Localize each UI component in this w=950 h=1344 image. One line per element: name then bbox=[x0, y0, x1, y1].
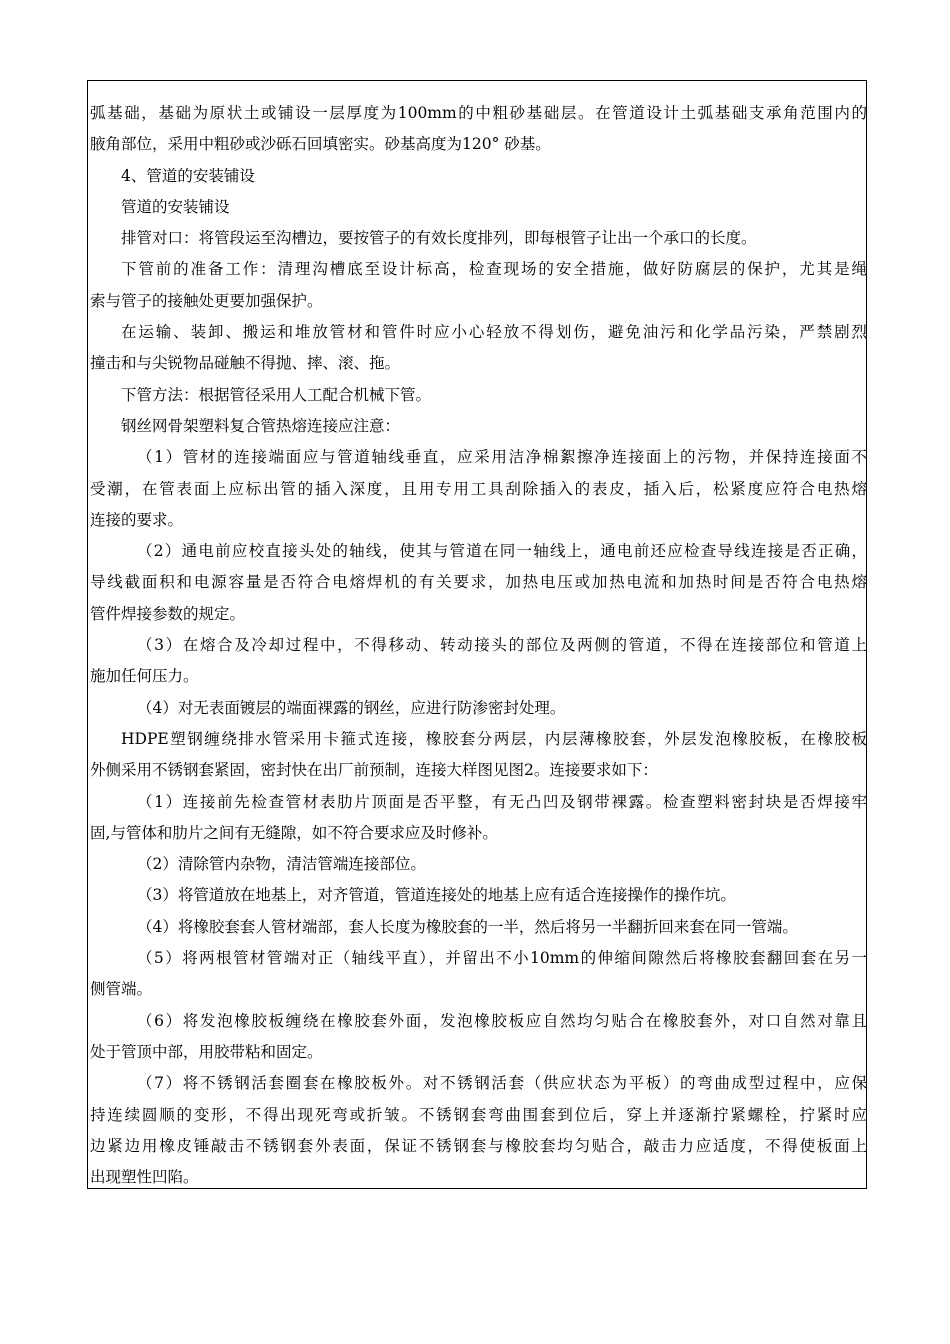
paragraph-p14 bbox=[90, 787, 867, 850]
text-line: 受潮，在管表面上应标出管的插入深度，且用专用工具刮除插入的表皮，插入后，松紧度应符合电热熔 bbox=[90, 479, 867, 498]
paragraph-p19 bbox=[90, 1006, 867, 1069]
paragraph-p1 bbox=[90, 98, 867, 161]
text-line: 出现塑性凹陷。 bbox=[90, 1168, 199, 1187]
text-line: （1）连接前先检查管材表肋片顶面是否平整，有无凸凹及钢带裸露。检查塑料密封块是否焊接牢 bbox=[137, 792, 867, 811]
text-line: 导线截面积和电源容量是否符合电熔焊机的有关要求，加热电压或加热电流和加热时间是否符合电热熔 bbox=[90, 573, 867, 592]
text-line: 下管方法：根据管径采用人工配合机械下管。 bbox=[121, 385, 432, 404]
text-line: （3）将管道放在地基上，对齐管道，管道连接处的地基上应有适合连接操作的操作坑。 bbox=[137, 886, 736, 905]
text-line: 边紧边用橡皮锤敲击不锈钢套外表面，保证不锈钢套与橡胶套均匀贴合，敲击力应适度，不得使板面上 bbox=[90, 1136, 867, 1155]
text-line: 持连续圆顺的变形，不得出现死弯或折皱。不锈钢套弯曲围套到位后，穿上并逐渐拧紧螺栓，拧紧时应 bbox=[90, 1105, 867, 1124]
text-line: （2）通电前应校直接头处的轴线，使其与管道在同一轴线上，通电前还应检查导线连接是否正确， bbox=[137, 542, 867, 561]
text-line: 腋角部位，采用中粗砂或沙砾石回填密实。砂基高度为120° 砂基。 bbox=[90, 135, 551, 154]
text-line: （7）将不锈钢活套圈套在橡胶板外。对不锈钢活套（供应状态为平板）的弯曲成型过程中，应保 bbox=[137, 1074, 867, 1093]
text-line: HDPE塑钢缠绕排水管采用卡箍式连接，橡胶套分两层，内层薄橡胶套，外层发泡橡胶板，在橡胶板 bbox=[121, 729, 867, 748]
paragraph-p16 bbox=[90, 880, 867, 911]
paragraph-p4 bbox=[90, 223, 867, 254]
paragraph-p7 bbox=[90, 380, 867, 411]
paragraph-p15 bbox=[90, 849, 867, 880]
text-line: 索与管子的接触处更要加强保护。 bbox=[90, 291, 323, 310]
text-line: （2）清除管内杂物，清洁管端连接部位。 bbox=[137, 855, 426, 874]
paragraph-p20 bbox=[90, 1068, 867, 1193]
text-line: （4）将橡胶套套人管材端部，套人长度为橡胶套的一半，然后将另一半翻折回来套在同一管端。 bbox=[137, 917, 798, 936]
paragraph-p6 bbox=[90, 317, 867, 380]
paragraph-p8 bbox=[90, 411, 867, 442]
text-line: 处于管顶中部，用胶带粘和固定。 bbox=[90, 1042, 323, 1061]
text-line: （6）将发泡橡胶板缠绕在橡胶套外面，发泡橡胶板应自然均匀贴合在橡胶套外，对口自然对靠且 bbox=[137, 1011, 867, 1030]
text-line: 外侧采用不锈钢套紧固，密封快在出厂前预制，连接大样图见图2。连接要求如下： bbox=[90, 761, 658, 780]
text-line: 连接的要求。 bbox=[90, 510, 184, 529]
paragraph-p9 bbox=[90, 442, 867, 536]
text-line: 固,与管体和肋片之间有无缝隙，如不符合要求应及时修补。 bbox=[90, 823, 498, 842]
paragraph-p13 bbox=[90, 724, 867, 787]
document-table-cell bbox=[87, 80, 867, 1189]
text-line: 下管前的准备工作：清理沟槽底至设计标高，检查现场的安全措施，做好防腐层的保护，尤其是绳 bbox=[121, 260, 867, 279]
text-line: （1）管材的连接端面应与管道轴线垂直，应采用洁净棉絮擦净连接面上的污物，并保持连接面不 bbox=[137, 448, 867, 467]
text-line: （5）将两根管材管端对正（轴线平直），并留出不小10mm的伸缩间隙然后将橡胶套翻回套在另一 bbox=[137, 949, 867, 968]
paragraph-p12 bbox=[90, 693, 867, 724]
text-line: （3）在熔合及冷却过程中，不得移动、转动接头的部位及两侧的管道，不得在连接部位和管道上 bbox=[137, 636, 867, 655]
text-line: 钢丝网骨架塑料复合管热熔连接应注意： bbox=[121, 416, 401, 435]
paragraph-p11 bbox=[90, 630, 867, 693]
text-line: 在运输、装卸、搬运和堆放管材和管件时应小心轻放不得划伤，避免油污和化学品污染，严禁剧烈 bbox=[121, 323, 867, 342]
text-line: 侧管端。 bbox=[90, 980, 153, 999]
text-line: 4、管道的安装铺设 bbox=[121, 166, 255, 185]
text-line: 施加任何压力。 bbox=[90, 667, 199, 686]
document-body bbox=[88, 98, 868, 1193]
paragraph-p3 bbox=[90, 192, 867, 223]
paragraph-p17 bbox=[90, 912, 867, 943]
text-line: 撞击和与尖锐物品碰触不得抛、摔、滚、拖。 bbox=[90, 354, 401, 373]
text-line: 管件焊接参数的规定。 bbox=[90, 604, 246, 623]
text-line: 弧基础，基础为原状土或铺设一层厚度为100mm的中粗砂基础层。在管道设计土弧基础支承角范围内的 bbox=[90, 104, 867, 122]
text-line: （4）对无表面镀层的端面裸露的钢丝，应进行防渗密封处理。 bbox=[137, 698, 566, 717]
text-line: 排管对口：将管段运至沟槽边，要按管子的有效长度排列，即每根管子让出一个承口的长度。 bbox=[121, 229, 757, 248]
text-line: 管道的安装铺设 bbox=[121, 197, 230, 216]
paragraph-p5 bbox=[90, 254, 867, 317]
paragraph-p2 bbox=[90, 161, 867, 192]
paragraph-p18 bbox=[90, 943, 867, 1006]
paragraph-p10 bbox=[90, 536, 867, 630]
